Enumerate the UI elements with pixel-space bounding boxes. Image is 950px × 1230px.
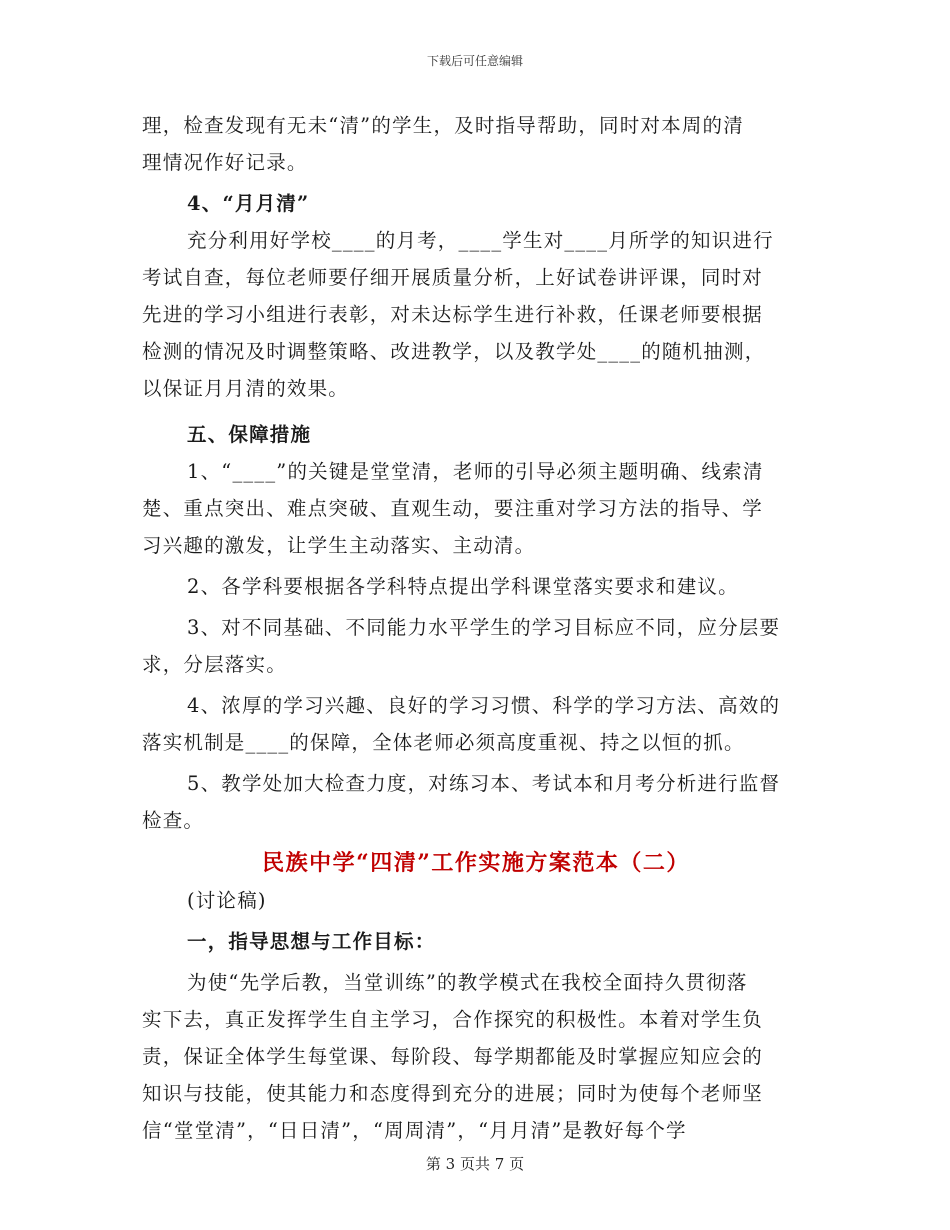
heading-monthly-clear: 4、“月月清” <box>187 192 310 215</box>
heading-safeguard-measures: 五、保障措施 <box>187 423 312 446</box>
list-item-4 <box>142 687 810 761</box>
paragraph-guiding-ideology <box>142 964 810 1149</box>
page-footer: 第 3 页共 7 页 <box>425 1155 525 1173</box>
text-line: 求，分层落实。 <box>142 653 287 676</box>
list-item-1 <box>142 453 810 564</box>
heading-guiding-ideology: 一，指导思想与工作目标： <box>187 930 436 953</box>
text-line: 知识与技能，使其能力和态度得到充分的进展；同时为使每个老师坚 <box>142 1082 764 1105</box>
list-item-5 <box>142 765 810 839</box>
paragraph-weekly-cleanup <box>142 107 810 181</box>
text-line: 习兴趣的激发，让学生主动落实、主动清。 <box>142 534 536 557</box>
text-line: 实下去，真正发挥学生自主学习，合作探究的积极性。本着对学生负 <box>142 1008 764 1031</box>
text-line: 检查。 <box>142 809 205 832</box>
text-line: 理情况作好记录。 <box>142 151 308 174</box>
text-line: 理，检查发现有无未“清”的学生，及时指导帮助，同时对本周的清 <box>142 114 744 137</box>
text-line: 4、浓厚的学习兴趣、良好的学习习惯、科学的学习方法、高效的 <box>187 694 781 717</box>
text-line: 检测的情况及时调整策略、改进教学，以及教学处____的随机抽测， <box>142 340 766 363</box>
text-line: 先进的学习小组进行表彰，对未达标学生进行补救，任课老师要根据 <box>142 303 764 326</box>
text-line: 落实机制是____的保障，全体老师必须高度重视、持之以恒的抓。 <box>142 731 745 754</box>
list-item-3 <box>142 609 810 683</box>
text-line: 5、教学处加大检查力度，对练习本、考试本和月考分析进行监督 <box>187 772 781 795</box>
paragraph-monthly-exam <box>142 222 810 407</box>
list-item-2 <box>142 568 810 605</box>
text-line: 为使“先学后教，当堂训练”的教学模式在我校全面持久贯彻落 <box>187 971 748 994</box>
text-line: 信“堂堂清”，“日日清”，“周周清”，“月月清”是教好每个学 <box>142 1119 687 1142</box>
text-line: 责，保证全体学生每堂课、每阶段、每学期都能及时掌握应知应会的 <box>142 1045 764 1068</box>
draft-note: (讨论稿) <box>187 889 267 912</box>
text-line: 1、“____”的关键是堂堂清，老师的引导必须主题明确、线索清 <box>187 460 764 483</box>
text-line: 以保证月月清的效果。 <box>142 377 350 400</box>
page-header: 下载后可任意编辑 <box>426 54 523 68</box>
text-line: 3、对不同基础、不同能力水平学生的学习目标应不同，应分层要 <box>187 616 781 639</box>
section-title: 民族中学“四清”工作实施方案范本（二） <box>262 850 690 876</box>
text-line: 充分利用好学校____的月考，____学生对____月所学的知识进行 <box>187 229 774 252</box>
text-line: 2、各学科要根据各学科特点提出学科课堂落实要求和建议。 <box>187 575 739 598</box>
text-line: 考试自查，每位老师要仔细开展质量分析，上好试卷讲评课，同时对 <box>142 266 764 289</box>
document-body <box>142 107 810 1149</box>
text-line: 楚、重点突出、难点突破、直观生动，要注重对学习方法的指导、学 <box>142 497 764 520</box>
